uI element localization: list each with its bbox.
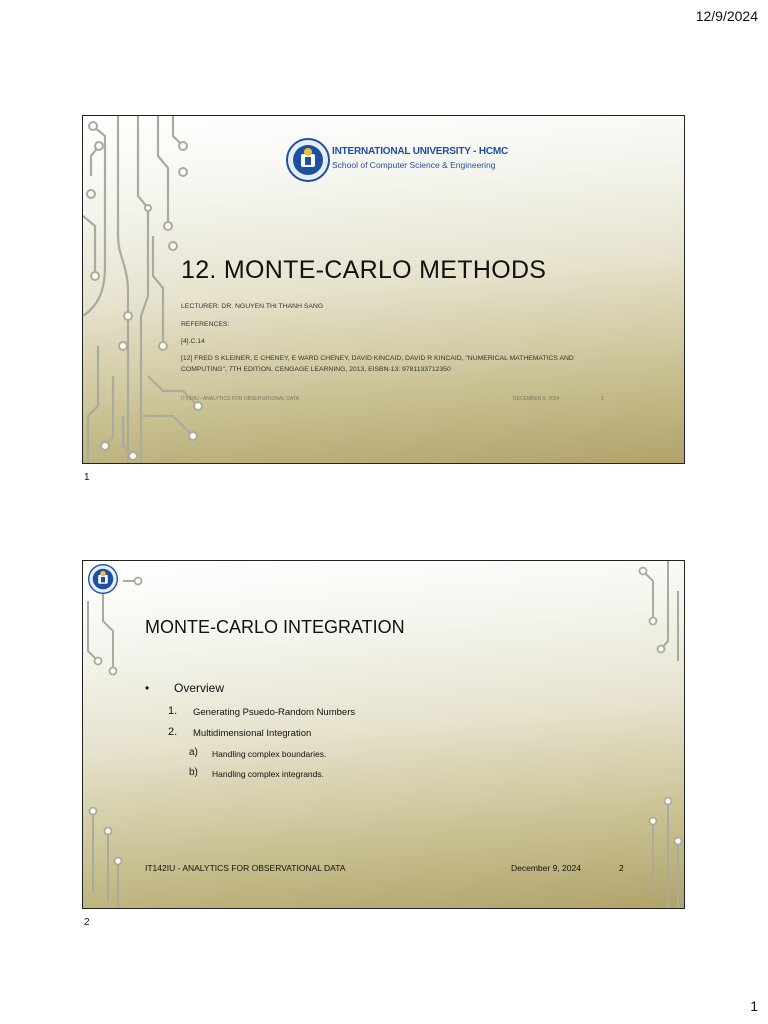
school-name: School of Computer Science & Engineering (332, 160, 496, 170)
list-item: Multidimensional Integration (193, 728, 312, 739)
slide-footer-date: DECEMBER 9, 2024 (513, 396, 560, 402)
slide-number-label: 1 (84, 472, 90, 483)
sub-list-item: Handling complex boundaries. (212, 749, 327, 759)
bullet-symbol: • (145, 681, 150, 695)
slide-footer-date: December 9, 2024 (511, 863, 581, 873)
slide-footer-number: 1 (601, 396, 604, 402)
page-date: 12/9/2024 (695, 8, 758, 24)
slide-number-label: 2 (84, 917, 90, 928)
slide-footer-number: 2 (619, 863, 624, 873)
reference-item-2: [12] FRED S KLEINER, E CHENEY, E WARD CHENEY, DAVID KINCAID, DAVID R KINCAID, "NUMERICAL MATHEMATICS AND COMPUTING", 7TH EDITION, CENGAGE LEARNING, 2013, EISBN-13: 9781133712350 (181, 355, 574, 373)
university-name: INTERNATIONAL UNIVERSITY - HCMC (332, 146, 509, 157)
lecturer-text: LECTURER: DR. NGUYEN THI THANH SANG (181, 303, 324, 310)
page-number: 1 (750, 998, 758, 1014)
slide-footer-course: IT142IU - ANALYTICS FOR OBSERVATIONAL DATA (181, 396, 299, 402)
slide-footer-course: IT142IU - ANALYTICS FOR OBSERVATIONAL DATA (145, 863, 346, 873)
references-label: REFERENCES: (181, 321, 230, 328)
sub-list-letter: b) (189, 767, 198, 778)
bullet-overview: Overview (174, 681, 225, 695)
university-logo (286, 138, 330, 182)
list-number: 1. (168, 705, 178, 717)
slide-title: 12. MONTE-CARLO METHODS (181, 256, 547, 284)
slide-2 (82, 560, 685, 909)
slide-title: MONTE-CARLO INTEGRATION (145, 617, 405, 637)
reference-item-1: [4].C.14 (181, 338, 205, 345)
university-logo (88, 564, 118, 594)
sub-list-item: Handling complex integrands. (212, 769, 324, 779)
list-item: Generating Psuedo-Random Numbers (193, 707, 356, 718)
slide-1 (82, 115, 685, 464)
list-number: 2. (168, 726, 178, 738)
sub-list-letter: a) (189, 747, 198, 758)
